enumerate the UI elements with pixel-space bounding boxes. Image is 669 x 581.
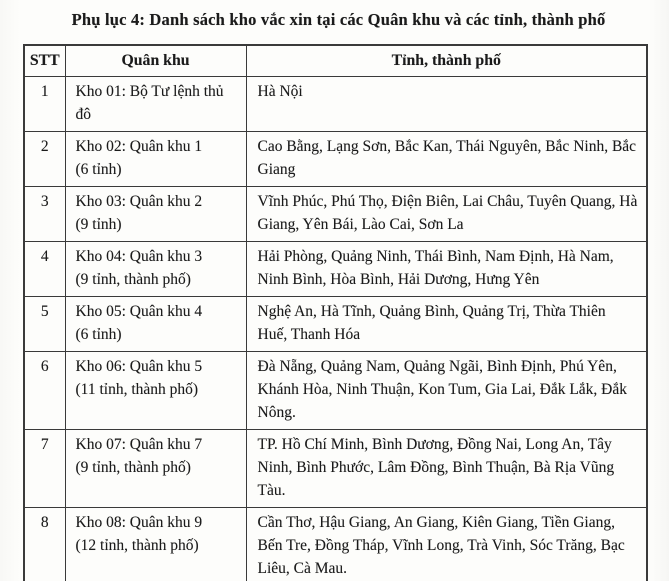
stt-cell: 6 [24, 352, 65, 430]
stt-cell: 1 [24, 77, 65, 132]
table-row [24, 132, 647, 187]
document-title: Phụ lục 4: Danh sách kho vắc xin tại các Quân khu và các tỉnh, thành phố [71, 10, 606, 29]
stt-cell: 7 [24, 430, 65, 508]
region-note: (11 tỉnh, thành phố) [75, 381, 199, 398]
region-cell [65, 187, 246, 242]
region-note: (12 tỉnh, thành phố) [75, 537, 199, 554]
header-row [24, 45, 647, 77]
header-provinces: Tỉnh, thành phố [246, 45, 647, 77]
region-name: Kho 06: Quân khu 5 [75, 358, 203, 375]
provinces-cell: Cao Bằng, Lạng Sơn, Bắc Kan, Thái Nguyên, Bắc Ninh, Bắc Giang [246, 132, 647, 187]
region-name: Kho 03: Quân khu 2 [75, 193, 203, 210]
region-cell [65, 242, 246, 297]
table-row [24, 242, 647, 297]
table-row [24, 430, 647, 508]
table-row [24, 297, 647, 352]
provinces-cell: Đà Nẵng, Quảng Nam, Quảng Ngãi, Bình Định, Phú Yên, Khánh Hòa, Ninh Thuận, Kon Tum, Gia Lai, Đắk Lắk, Đắk Nông. [246, 352, 647, 430]
table-row [24, 352, 647, 430]
region-name: Kho 01: Bộ Tư lệnh thủ đô [75, 83, 224, 123]
region-name: Kho 04: Quân khu 3 [75, 248, 203, 265]
region-note: (6 tỉnh) [75, 326, 122, 343]
stt-cell: 5 [24, 297, 65, 352]
region-name: Kho 05: Quân khu 4 [75, 303, 203, 320]
provinces-cell: Nghệ An, Hà Tĩnh, Quảng Bình, Quảng Trị, Thừa Thiên Huế, Thanh Hóa [246, 297, 647, 352]
provinces-cell: TP. Hồ Chí Minh, Bình Dương, Đồng Nai, Long An, Tây Ninh, Bình Phước, Lâm Đồng, Bình Thuận, Bà Rịa Vũng Tàu. [246, 430, 647, 508]
region-note: (9 tỉnh, thành phố) [75, 459, 191, 476]
region-name: Kho 07: Quân khu 7 [75, 436, 203, 453]
table-row [24, 508, 647, 581]
provinces-cell: Cần Thơ, Hậu Giang, An Giang, Kiên Giang, Tiền Giang, Bến Tre, Đồng Tháp, Vĩnh Long, Trà Vinh, Sóc Trăng, Bạc Liêu, Cà Mau. [246, 508, 647, 581]
region-note: (9 tỉnh) [75, 216, 122, 233]
region-cell [65, 77, 246, 132]
provinces-cell: Hải Phòng, Quảng Ninh, Thái Bình, Nam Định, Hà Nam, Ninh Bình, Hòa Bình, Hải Dương, Hưng Yên [246, 242, 647, 297]
region-cell [65, 132, 246, 187]
header-region: Quân khu [65, 45, 246, 77]
region-note: (6 tỉnh) [75, 161, 122, 178]
region-name: Kho 02: Quân khu 1 [75, 138, 203, 155]
header-stt: STT [24, 45, 65, 77]
stt-cell: 4 [24, 242, 65, 297]
provinces-cell: Hà Nội [246, 77, 647, 132]
table-row [24, 77, 647, 132]
region-name: Kho 08: Quân khu 9 [75, 514, 203, 531]
region-note: (9 tỉnh, thành phố) [75, 271, 191, 288]
region-cell [65, 352, 246, 430]
table-row [24, 187, 647, 242]
stt-cell: 2 [24, 132, 65, 187]
region-cell [65, 430, 246, 508]
vaccine-warehouse-table [23, 44, 648, 581]
stt-cell: 3 [24, 187, 65, 242]
table-body [24, 77, 647, 581]
region-cell [65, 508, 246, 581]
provinces-cell: Vĩnh Phúc, Phú Thọ, Điện Biên, Lai Châu, Tuyên Quang, Hà Giang, Yên Bái, Lào Cai, Sơn La [246, 187, 647, 242]
region-cell [65, 297, 246, 352]
stt-cell: 8 [24, 508, 65, 581]
